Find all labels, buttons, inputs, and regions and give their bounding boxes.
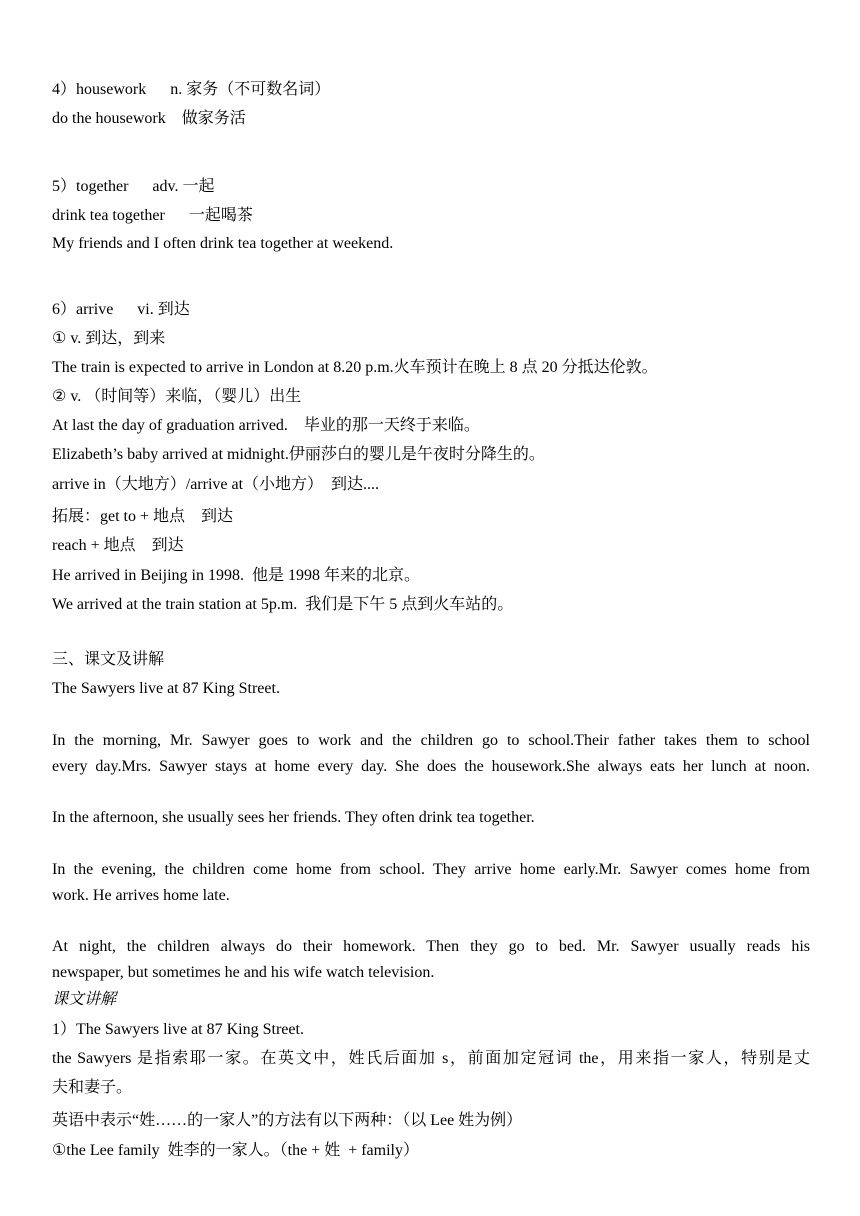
explanation-heading: 课文讲解: [52, 991, 117, 1008]
explanation-item-1-note-line-1: the Sawyers 是指索耶一家。在英文中，姓氏后面加 s，前面加定冠词 the，用来指一家人，特别是丈: [52, 1050, 810, 1067]
explanation-item-1-note-line-2: 夫和妻子。: [52, 1079, 133, 1096]
text-paragraph-5-line-2: newspaper, but sometimes he and his wife watch television.: [52, 964, 435, 981]
section-heading-text: 三、课文及讲解: [52, 651, 165, 668]
vocab-housework-phrase: do the housework 做家务活: [52, 110, 246, 127]
vocab-arrive-heading: 6）arrive vi. 到达: [52, 301, 190, 318]
vocab-arrive-example-1: The train is expected to arrive in London at 8.20 p.m.火车预计在晚上 8 点 20 分抵达伦敦。: [52, 359, 658, 376]
vocab-together-example: My friends and I often drink tea together at weekend.: [52, 235, 394, 252]
vocab-arrive-example-3: Elizabeth’s baby arrived at midnight.伊丽莎白的婴儿是午夜时分降生的。: [52, 446, 545, 463]
vocab-arrive-example-4: He arrived in Beijing in 1998. 他是 1998 年来的北京。: [52, 567, 420, 584]
text-paragraph-2-line-1: In the morning, Mr. Sawyer goes to work and the children go to school.Their father takes them to school: [52, 732, 810, 749]
vocab-housework-heading: 4）housework n. 家务（不可数名词）: [52, 81, 331, 98]
vocab-arrive-extension-get-to: 拓展：get to + 地点 到达: [52, 508, 234, 525]
vocab-together-phrase: drink tea together 一起喝茶: [52, 207, 253, 224]
explanation-item-1: 1）The Sawyers live at 87 King Street.: [52, 1021, 304, 1038]
text-paragraph-4-line-2: work. He arrives home late.: [52, 887, 230, 904]
vocab-arrive-sense-2: ② v. （时间等）来临，（婴儿）出生: [52, 388, 302, 405]
vocab-arrive-example-5: We arrived at the train station at 5p.m. 我们是下午 5 点到火车站的。: [52, 596, 514, 613]
vocab-arrive-sense-1: ① v. 到达，到来: [52, 330, 166, 347]
text-paragraph-4-line-1: In the evening, the children come home from school. They arrive home early.Mr. Sawyer comes home from: [52, 861, 810, 878]
text-paragraph-2-line-2: every day.Mrs. Sawyer stays at home every day. She does the housework.She always eats her lunch at noon.: [52, 758, 810, 775]
vocab-together-heading: 5）together adv. 一起: [52, 178, 215, 195]
vocab-arrive-extension-reach: reach + 地点 到达: [52, 537, 184, 554]
vocab-arrive-example-2: At last the day of graduation arrived. 毕业的那一天终于来临。: [52, 417, 480, 434]
text-paragraph-1: The Sawyers live at 87 King Street.: [52, 680, 280, 697]
text-paragraph-3: In the afternoon, she usually sees her friends. They often drink tea together.: [52, 809, 535, 826]
vocab-arrive-usage: arrive in（大地方）/arrive at（小地方） 到达....: [52, 476, 380, 493]
explanation-family-method-1: ①the Lee family 姓李的一家人。（the + 姓 + family）: [52, 1142, 419, 1159]
text-paragraph-5-line-1: At night, the children always do their homework. Then they go to bed. Mr. Sawyer usually reads his: [52, 938, 810, 955]
explanation-family-methods: 英语中表示“姓……的一家人”的方法有以下两种：（以 Lee 姓为例）: [52, 1112, 523, 1129]
